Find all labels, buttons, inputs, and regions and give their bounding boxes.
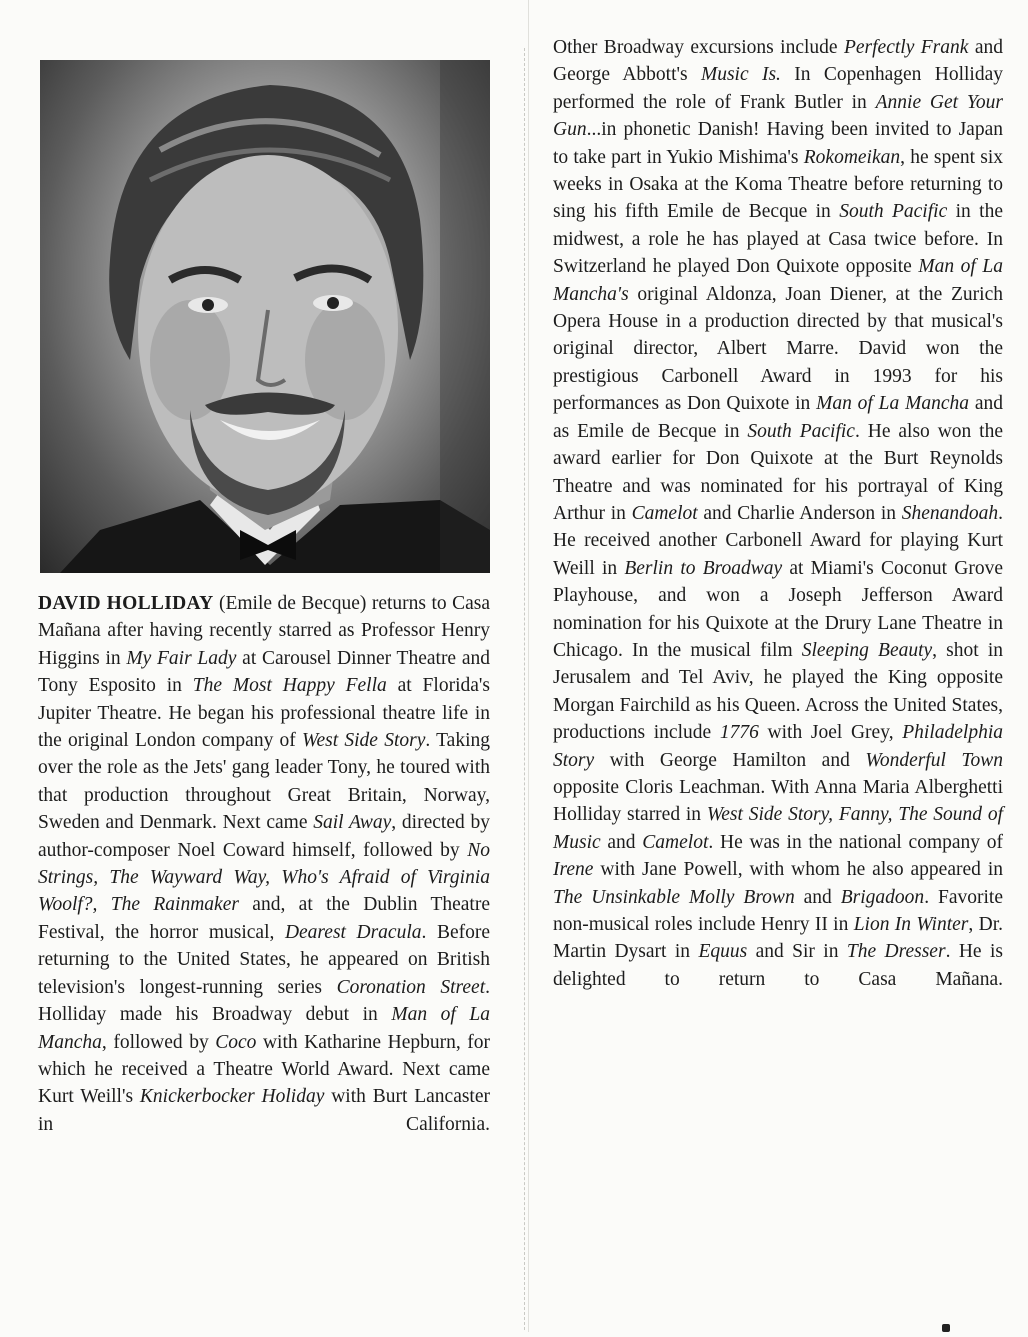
show-title: West Side Story [302,730,426,752]
show-title: Man of La Mancha [38,1004,490,1053]
text-run: in the midwest, a role he has played at Casa twice before. In Switzerland he played Don Quixote opposite [553,201,1004,278]
bio-paragraph-right [553,34,1003,993]
show-title: Music Is. [700,64,781,86]
show-title: The Dresser [846,941,946,963]
show-title: The Most Happy Fella [192,675,387,697]
text-run: with Joel Grey, [758,722,903,744]
show-title: Perfectly Frank [843,37,969,58]
show-title: Coco [215,1031,257,1053]
text-run: with Katharine Hepburn, for which he received a Theatre World Award. Next came Kurt Weill's [38,1031,490,1108]
text-run: opposite Cloris Leachman. With Anna Maria Alberghetti Holliday starred in [553,776,1003,826]
text-run: . He also won the award earlier for Don Quixote at the Burt Reynolds Theatre and was nominated for his portrayal of King Arthur in [553,420,1004,524]
portrait-photo [40,60,490,573]
text-run: ...in phonetic Danish! Having been invited to Japan to take part in Yukio Mishima's [553,119,1003,168]
bio-paragraph-left [38,590,490,1138]
show-title: Rokomeikan [803,146,901,168]
show-title: Irene [553,859,594,881]
show-title: Coronation Street [336,976,486,998]
ink-mark [942,1324,950,1332]
show-title: Brigadoon [840,886,925,908]
show-title: Knickerbocker Holiday [139,1086,325,1108]
show-title: Lion In Winter [853,914,969,935]
text-run: original Aldonza, Joan Diener, at the Zurich Opera House in a production directed by that musical's original director, Albert Marre. David won the prestigious Carbonell Award in 1993 for his performances as Don Quixote in [553,283,1003,415]
text-run: with Jane Powell, with whom he also appeared in [593,859,1003,881]
text-run: and as Emile de Becque in [553,393,1003,442]
show-title: No Strings, The Wayward Way, Who's Afraid of Virginia Woolf?, The Rainmaker [38,839,490,916]
text-run: and Sir in [747,941,847,963]
text-run: . Taking over the role as the Jets' gang leader Tony, he toured with that production throughout Great Britain, Norway, Sweden and Denmark. Next came [38,730,490,834]
show-title: 1776 [719,722,759,744]
text-run: Other Broadway excursions include [553,37,844,58]
bio-left-column [38,590,490,1138]
show-title: Berlin to Broadway [624,557,783,579]
text-run: and [600,831,643,853]
text-run: at Miami's Coconut Grove Playhouse, and won a Joseph Jefferson Award nomination for his Quixote at the Drury Lane Theatre in Chicago. In the musical film [553,557,1003,661]
text-run: , shot in Jerusalem and Tel Aviv, he played the King opposite Morgan Fairchild as his Queen. Across the United States, productions include [553,639,1003,744]
text-run: . Before returning to the United States, he appeared on British television's longest-running series [38,921,491,998]
text-run: . Holliday made his Broadway debut in [38,976,490,1026]
text-run: at Carousel Dinner Theatre and Tony Esposito in [38,647,490,697]
text-run: . He received another Carbonell Award for playing Kurt Weill in [553,502,1004,579]
bio-right-column [553,34,1003,993]
show-title: The Unsinkable Molly Brown [553,886,795,908]
show-title: Shenandoah [901,502,999,524]
text-run: In Copenhagen Holliday performed the role of Frank Butler in [553,64,1003,113]
show-title: Sail Away [313,812,392,834]
show-title: Annie Get Your Gun [553,91,1003,141]
text-run: , he spent six weeks in Osaka at the Koma Theatre before returning to sing his fifth Emile de Becque in [553,146,1003,223]
text-run: , followed by [101,1031,216,1053]
text-run: with George Hamilton and [594,749,866,771]
show-title: Wonderful Town [865,749,1003,771]
text-run: . He is delighted to return to Casa Mañana. [553,941,1003,990]
show-title: West Side Story, Fanny, The Sound of Music [553,804,1003,853]
text-run: at Florida's Jupiter Theatre. He began his professional theatre life in the original London company of [38,675,490,752]
text-run: and [794,886,841,908]
show-title: My Fair Lady [126,647,237,669]
show-title: Camelot [631,502,698,524]
text-run: , directed by author-composer Noel Coward himself, followed by [38,812,491,861]
text-run: and Charlie Anderson in [697,502,902,524]
show-title: South Pacific [747,420,855,442]
text-run: , Dr. Martin Dysart in [553,914,1003,963]
show-title: Dearest Dracula [284,921,422,943]
show-title: Man of La Mancha's [553,256,1003,305]
show-title: Man of La Mancha [816,393,969,415]
actor-name: DAVID HOLLIDAY [38,593,214,614]
show-title: Equus [698,941,748,963]
show-title: Philadelphia Story [553,722,1004,771]
text-run: and George Abbott's [553,37,1004,86]
show-title: Camelot [642,831,709,853]
text-run: . Favorite non-musical roles include Henry II in [553,886,1003,935]
show-title: South Pacific [839,201,948,223]
text-run: (Emile de Becque) returns to Casa Mañana after having recently starred as Professor Henry Higgins in [38,593,491,669]
text-run: and, at the Dublin Theatre Festival, the horror musical, [38,894,490,943]
show-title: Sleeping Beauty [801,639,933,661]
text-run: . He was in the national company of [708,831,1004,853]
text-run: with Burt Lancaster in California. [38,1086,490,1135]
